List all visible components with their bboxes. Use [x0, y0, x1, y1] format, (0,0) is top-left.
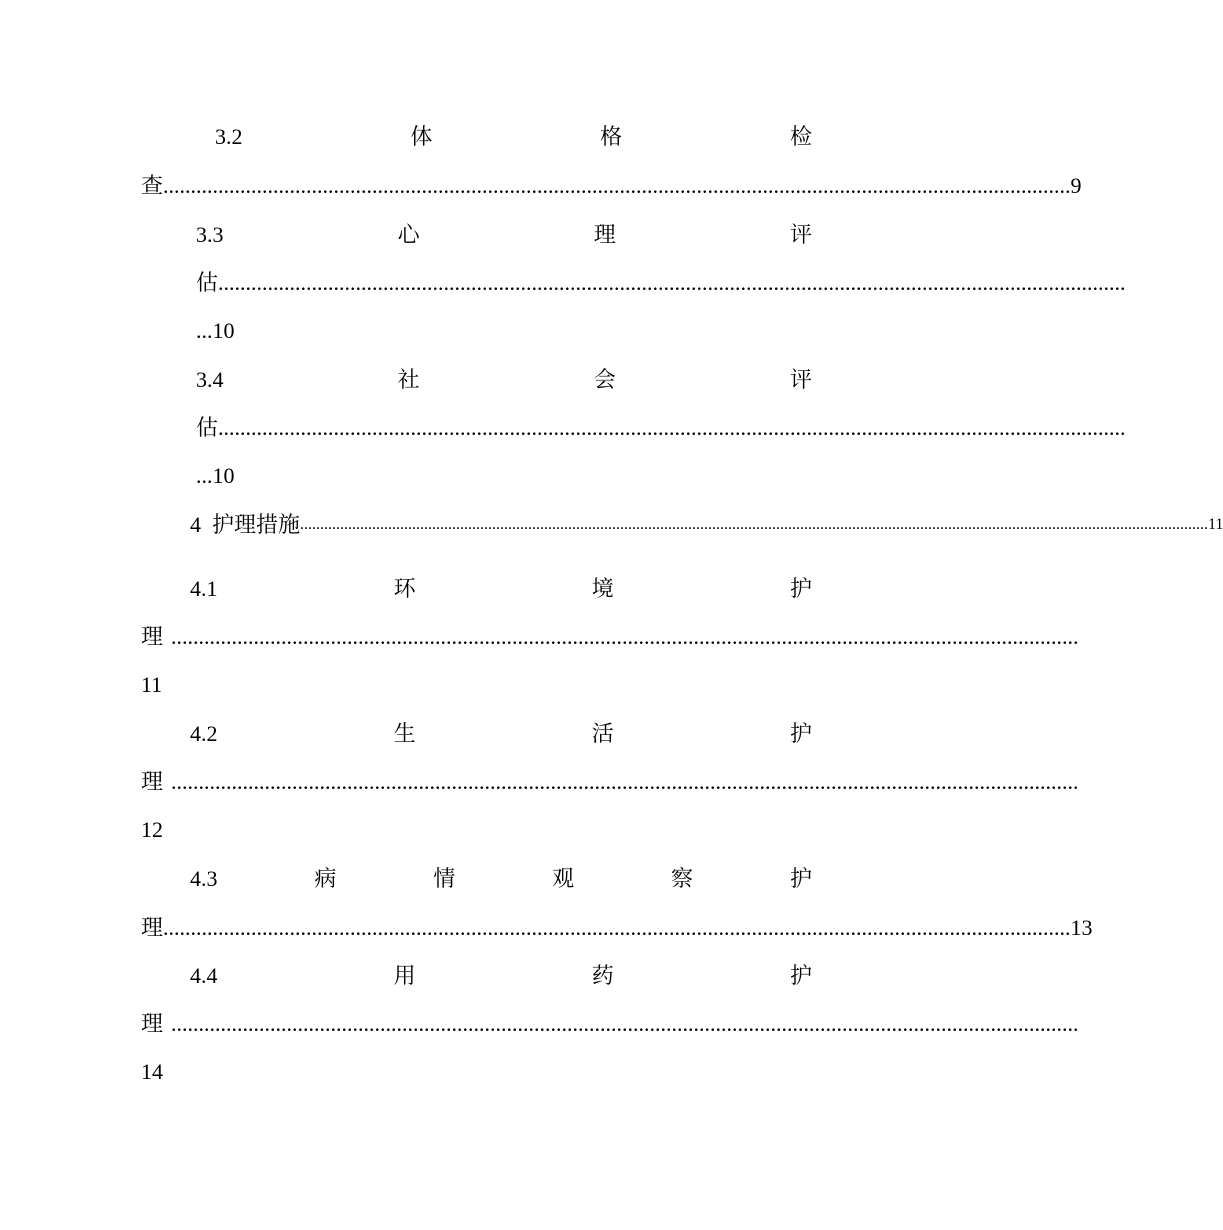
toc-text: 理 [141, 769, 164, 794]
toc-heading-4-3 [190, 864, 812, 894]
toc-leader-dots: ..................................................................................................................................................................... [218, 415, 1126, 440]
toc-text: 理 [593, 222, 616, 247]
toc-text: 4.1 [190, 576, 218, 601]
toc-entry-3-4 [196, 413, 1126, 443]
toc-text: 3.2 [215, 124, 243, 149]
toc-entry-4-4 [141, 1009, 1079, 1039]
toc-text: 理 [141, 624, 164, 649]
toc-heading-4-4 [190, 961, 812, 991]
toc-text: 生 [393, 721, 416, 746]
toc-text: 理 [141, 915, 164, 940]
toc-text: 护 [789, 866, 812, 891]
toc-text: 理 [141, 1011, 164, 1036]
toc-page-number: 9 [1070, 173, 1082, 198]
toc-text: 估 [196, 415, 219, 440]
toc-text: 活 [591, 721, 614, 746]
toc-page-number: 11 [141, 672, 163, 697]
toc-text: 护 [789, 576, 812, 601]
toc-text: 会 [593, 367, 616, 392]
toc-leader-dots: ..................................................................................................................................................................... [218, 270, 1126, 295]
toc-page-number: 14 [141, 1059, 163, 1084]
toc-text: 病 [314, 866, 337, 891]
toc-entry-4-2 [141, 767, 1079, 797]
toc-text: 护 [789, 963, 812, 988]
toc-text: 环 [393, 576, 416, 601]
toc-entry-4 [190, 510, 1223, 540]
toc-heading-4-2 [190, 719, 812, 749]
toc-text: 4.2 [190, 721, 218, 746]
toc-text: 4.4 [190, 963, 218, 988]
toc-entry-3-2 [141, 171, 1082, 201]
toc-text: 体 [410, 124, 433, 149]
toc-heading-4-1 [190, 574, 812, 604]
toc-text: 格 [600, 124, 623, 149]
toc-text: 心 [397, 222, 420, 247]
toc-heading-3-4 [196, 365, 812, 395]
toc-leader-dots: ................................................................................................................................................................................................................................... [300, 516, 1209, 533]
toc-text: 3.3 [196, 222, 224, 247]
toc-entry-4-3 [141, 913, 1093, 943]
toc-text: 情 [433, 866, 456, 891]
toc-text: 药 [591, 963, 614, 988]
toc-text: 查 [141, 173, 164, 198]
toc-text: 评 [789, 367, 812, 392]
toc-text: 社 [397, 367, 420, 392]
toc-text: 3.4 [196, 367, 224, 392]
toc-leader-dots: ..................................................................................................................................................................... [163, 173, 1071, 198]
toc-leader-dots: ..................................................................................................................................................................... [171, 1011, 1079, 1036]
toc-text: 评 [789, 222, 812, 247]
toc-text: 检 [789, 124, 812, 149]
toc-entry-3-3 [196, 268, 1126, 298]
toc-leader-dots: ..................................................................................................................................................................... [171, 624, 1079, 649]
toc-text: 护 [789, 721, 812, 746]
toc-page-number: ...10 [196, 318, 235, 343]
toc-leader-dots: ..................................................................................................................................................................... [171, 769, 1079, 794]
toc-page-number: ...10 [196, 463, 235, 488]
toc-text: 4 护理措施 [190, 512, 301, 537]
toc-text: 境 [591, 576, 614, 601]
toc-page-number: 12 [141, 817, 163, 842]
toc-entry-4-1 [141, 622, 1079, 652]
toc-page-number: 11 [1208, 516, 1223, 533]
toc-text: 4.3 [190, 866, 218, 891]
toc-text: 察 [671, 866, 694, 891]
toc-leader-dots: ..................................................................................................................................................................... [163, 915, 1071, 940]
toc-heading-3-2 [215, 122, 812, 152]
toc-text: 估 [196, 270, 219, 295]
toc-text: 用 [393, 963, 416, 988]
toc-page-number: 13 [1070, 915, 1093, 940]
toc-text: 观 [552, 866, 575, 891]
toc-heading-3-3 [196, 220, 812, 250]
